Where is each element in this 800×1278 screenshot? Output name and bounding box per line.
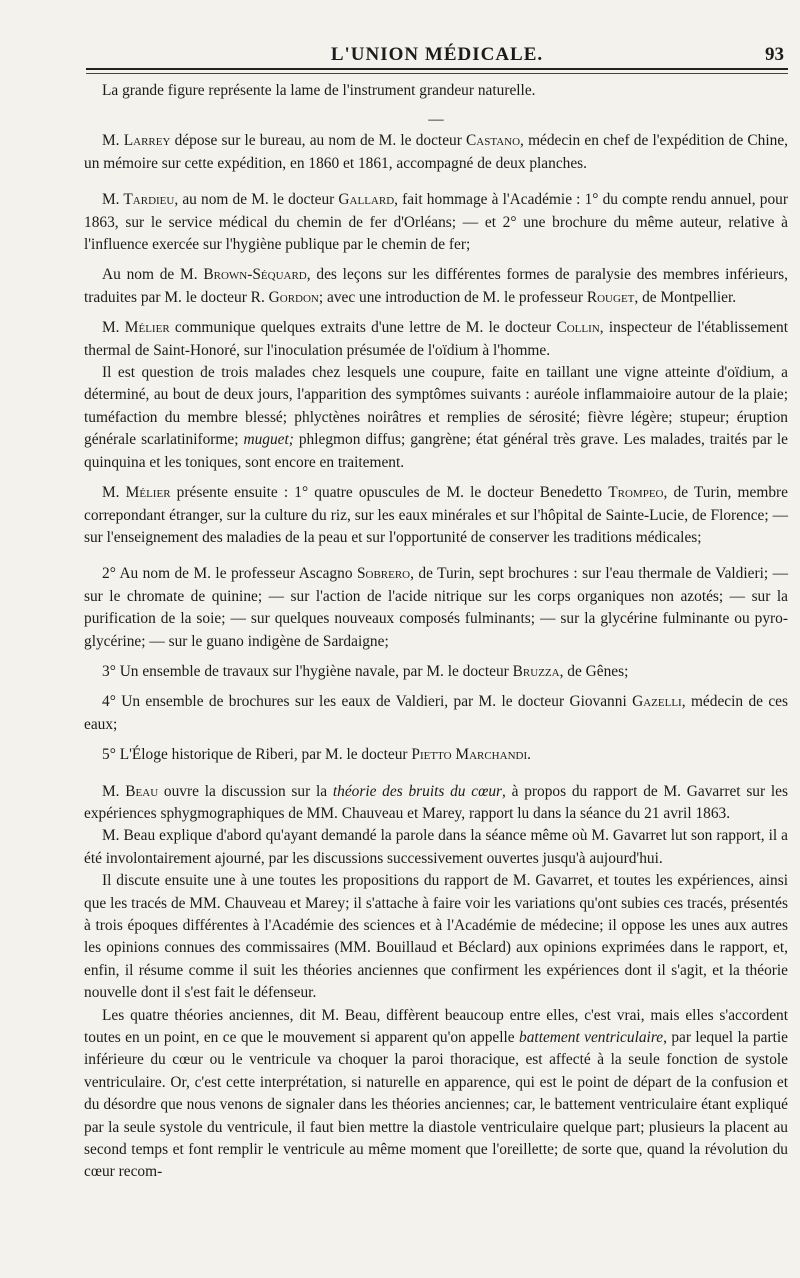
paragraph-oidium-cases: Il est question de trois malades chez lesquels une coupure, faite en taillant une vigne atteinte d'oïdium, a déterminé, au bout de deux jours, l'apparition des symptômes suivants : auréole inflammaioire autour de la plaie; tuméfaction du membre blessé; phlyctènes noirâtres et remplies de sérosité; fièvre légère; stupeur; éruption générale scarlatiniforme; muguet; phlegmon diffus; gangrène; état général très grave. Les malades, traités par le quinquina et les toniques, sont encore en traitement. <box>84 364 788 471</box>
paragraph-sobrero: 2° Au nom de M. le professeur Ascagno Sobrero, de Turin, sept brochures : sur l'eau thermale de Valdieri; — sur le chromate de quinine; — sur l'action de l'acide nitrique sur les corps organiques non azotés; — sur la purification de la soie; — sur quelques nouveaux composés fulminants; — sur la glycérine fulminante ou pyro-glycérine; — sur le guano indigène de Sardaigne; <box>84 565 788 650</box>
paragraph-beau-explique: M. Beau explique d'abord qu'ayant demandé la parole dans la séance même où M. Gavarret lut son rapport, il a été involontairement ajourné, par les discussions successivement ouvertes jusqu'à aujourd'hui. <box>84 827 788 867</box>
paragraph-melier-presente: M. Mélier présente ensuite : 1° quatre opuscules de M. le docteur Benedetto Trompeo, de Turin, membre correpondant étranger, sur la culture du riz, sur les eaux minérales et sur l'hôpital de Sainte-Lucie, de Florence; — sur l'enseignement des maladies de la peau et sur l'opportunité de conserver les traditions médicales; <box>84 484 788 546</box>
paragraph-riberi: 5° L'Éloge historique de Riberi, par M. le docteur Pietto Marchandi. <box>102 746 531 764</box>
running-header <box>86 38 788 70</box>
page-number: 93 <box>765 44 784 65</box>
paragraph-beau-discute: Il discute ensuite une à une toutes les propositions du rapport de M. Gavarret, et toutes les expériences, ainsi que les tracés de MM. Chauveau et Marey; il s'attache à faire voir les variations qu'ont subies ces tracés, présentés à trois époques différentes à l'Académie des sciences et à l'Académie de médecine; il oppose les unes aux autres les opinions connues des commissaires (MM. Bouillaud et Béclard) aux opinions exprimées dans le rapport, et, enfin, il résume comme il suit les théories anciennes que confirment les expériences dont il s'agit, et la théorie nouvelle dont il s'est fait le défenseur. <box>84 872 788 1002</box>
article-body <box>84 80 788 1184</box>
paragraph-melier-communique: M. Mélier communique quelques extraits d'une lettre de M. le docteur Collin, inspecteur de l'établissement thermal de Saint-Honoré, sur l'inoculation présumée de l'oïdium à l'homme. <box>84 319 788 359</box>
speaker-name: M. Beau <box>102 782 159 800</box>
paragraph-gazelli: 4° Un ensemble de brochures sur les eaux de Valdieri, par M. le docteur Giovanni Gazelli, médecin de ces eaux; <box>84 693 788 733</box>
paragraph-bruzza: 3° Un ensemble de travaux sur l'hygiène navale, par M. le docteur Bruzza, de Gênes; <box>102 662 629 680</box>
paragraph-larrey: M. Larrey dépose sur le bureau, au nom de M. le docteur Castano, médecin en chef de l'expédition de Chine, un mémoire sur cette expédition, en 1860 et 1861, accompagné de deux planches. <box>84 132 788 172</box>
paragraph-theories: Les quatre théories anciennes, dit M. Beau, diffèrent beaucoup entre elles, c'est vrai, mais elles s'accordent toutes en un point, en ce que le mouvement si apparent qu'on appelle battement ventriculaire, par lequel la partie inférieure du cœur ou le ventricule va choquer la paroi thoracique, est affecté à la seule fonction de systole ventriculaire. Or, c'est cette interprétation, si naturelle en apparence, qui est le point de départ de la confusion et du désordre que nous venons de signaler dans les théories anciennes; car, le battement ventriculaire étant expliqué par la seule systole du ventricule, il faut bien mettre la diastole ventriculaire quelque part; plusieurs la placent au second temps et font remplir le ventricule au même moment que l'oreillette; de sorte que, quand la révolution du cœur recom- <box>84 1006 788 1181</box>
paragraph-beau-discussion: M. Beau ouvre la discussion sur la théorie des bruits du cœur, à propos du rapport de M. Gavarret sur les expériences sphygmographiques de MM. Chauveau et Marey, rapport lu dans la séance du 21 avril 1863. <box>84 782 788 822</box>
speaker-name: M. Mélier <box>102 319 170 337</box>
paragraph-tardieu: M. Tardieu, au nom de M. le docteur Gallard, fait hommage à l'Académie : 1° du compte rendu annuel, pour 1863, sur le service médical du chemin de fer d'Orléans; — et 2° une brochure du même auteur, relative à l'influence exercée sur l'hygiène publique par le chemin de fer; <box>84 191 788 254</box>
speaker-name: M. Tardieu <box>102 191 175 209</box>
header-rule <box>86 73 788 74</box>
separator-dash: — <box>428 111 444 129</box>
journal-title: L'UNION MÉDICALE. <box>330 44 544 65</box>
paragraph-brown-sequard: Au nom de M. Brown-Séquard, des leçons sur les différentes formes de paralysie des membres inférieurs, traduites par M. le docteur R. Gordon; avec une introduction de M. le professeur Rouget, de Montpellier. <box>84 266 789 306</box>
speaker-name: M. Larrey <box>102 132 171 150</box>
paragraph-figure-caption: La grande figure représente la lame de l'instrument grandeur naturelle. <box>102 82 536 99</box>
speaker-name: M. Mélier <box>102 484 171 502</box>
